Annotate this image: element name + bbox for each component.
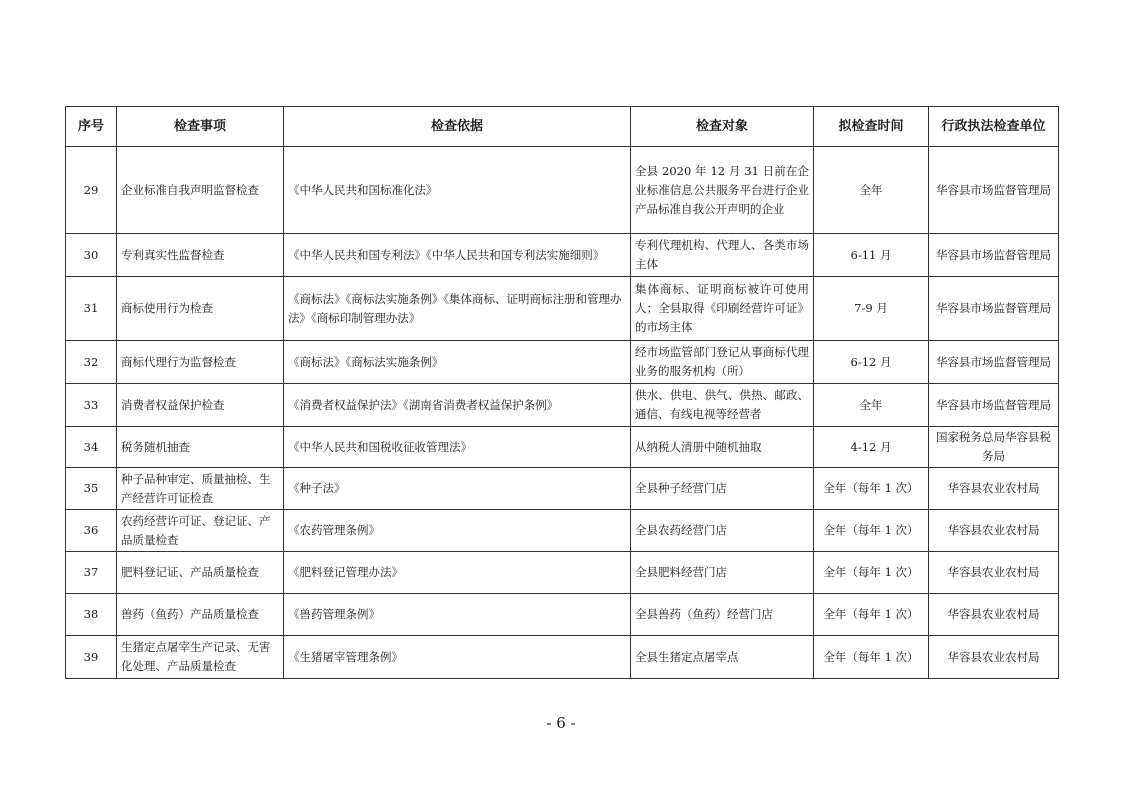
cell-time: 全年	[814, 147, 929, 234]
cell-target: 从纳税人清册中随机抽取	[631, 427, 814, 468]
cell-time: 全年（每年 1 次）	[814, 510, 929, 552]
header-row	[66, 107, 1059, 147]
cell-item: 专利真实性监督检查	[117, 234, 284, 277]
cell-time: 6-11 月	[814, 234, 929, 277]
cell-time: 7-9 月	[814, 277, 929, 341]
cell-unit: 华容县农业农村局	[929, 552, 1059, 594]
cell-target: 供水、供电、供气、供热、邮政、通信、有线电视等经营者	[631, 384, 814, 427]
cell-no: 38	[66, 594, 117, 636]
cell-no: 39	[66, 636, 117, 679]
cell-no: 35	[66, 468, 117, 510]
cell-item: 农药经营许可证、登记证、产品质量检查	[117, 510, 284, 552]
cell-item: 商标使用行为检查	[117, 277, 284, 341]
cell-no: 32	[66, 341, 117, 384]
table-row	[66, 636, 1059, 679]
header-basis: 检查依据	[284, 107, 631, 147]
cell-item: 商标代理行为监督检查	[117, 341, 284, 384]
table-row	[66, 341, 1059, 384]
cell-no: 33	[66, 384, 117, 427]
header-no: 序号	[66, 107, 117, 147]
cell-target: 全县农药经营门店	[631, 510, 814, 552]
cell-unit: 华容县农业农村局	[929, 636, 1059, 679]
table-row	[66, 234, 1059, 277]
cell-time: 全年（每年 1 次）	[814, 468, 929, 510]
cell-target: 集体商标、证明商标被许可使用人；全县取得《印刷经营许可证》的市场主体	[631, 277, 814, 341]
header-item: 检查事项	[117, 107, 284, 147]
cell-unit: 华容县农业农村局	[929, 510, 1059, 552]
cell-basis: 《兽药管理条例》	[284, 594, 631, 636]
cell-target: 专利代理机构、代理人、各类市场主体	[631, 234, 814, 277]
inspection-table	[65, 106, 1059, 679]
cell-item: 兽药（鱼药）产品质量检查	[117, 594, 284, 636]
cell-target: 全县肥料经营门店	[631, 552, 814, 594]
cell-no: 37	[66, 552, 117, 594]
cell-target: 全县 2020 年 12 月 31 日前在企业标准信息公共服务平台进行企业产品标准自我公开声明的企业	[631, 147, 814, 234]
table-row	[66, 510, 1059, 552]
cell-unit: 华容县市场监督管理局	[929, 277, 1059, 341]
cell-basis: 《商标法》《商标法实施条例》《集体商标、证明商标注册和管理办法》《商标印制管理办法》	[284, 277, 631, 341]
cell-unit: 华容县农业农村局	[929, 468, 1059, 510]
cell-item: 消费者权益保护检查	[117, 384, 284, 427]
table-row	[66, 427, 1059, 468]
cell-unit: 华容县市场监督管理局	[929, 147, 1059, 234]
table-row	[66, 594, 1059, 636]
table-row	[66, 552, 1059, 594]
page-number: - 6 -	[546, 714, 576, 732]
cell-unit: 华容县市场监督管理局	[929, 234, 1059, 277]
cell-item: 种子品种审定、质量抽检、生产经营许可证检查	[117, 468, 284, 510]
cell-basis: 《肥料登记管理办法》	[284, 552, 631, 594]
cell-basis: 《中华人民共和国税收征收管理法》	[284, 427, 631, 468]
table-row	[66, 277, 1059, 341]
cell-time: 6-12 月	[814, 341, 929, 384]
cell-item: 生猪定点屠宰生产记录、无害化处理、产品质量检查	[117, 636, 284, 679]
cell-basis: 《种子法》	[284, 468, 631, 510]
cell-basis: 《中华人民共和国标准化法》	[284, 147, 631, 234]
cell-item: 企业标准自我声明监督检查	[117, 147, 284, 234]
cell-basis: 《农药管理条例》	[284, 510, 631, 552]
cell-basis: 《中华人民共和国专利法》《中华人民共和国专利法实施细则》	[284, 234, 631, 277]
header-target: 检查对象	[631, 107, 814, 147]
table-row	[66, 384, 1059, 427]
cell-item: 肥料登记证、产品质量检查	[117, 552, 284, 594]
table-row	[66, 468, 1059, 510]
cell-target: 全县种子经营门店	[631, 468, 814, 510]
cell-time: 全年	[814, 384, 929, 427]
cell-time: 全年（每年 1 次）	[814, 594, 929, 636]
cell-no: 34	[66, 427, 117, 468]
cell-item: 税务随机抽查	[117, 427, 284, 468]
cell-no: 31	[66, 277, 117, 341]
cell-target: 全县生猪定点屠宰点	[631, 636, 814, 679]
cell-time: 全年（每年 1 次）	[814, 636, 929, 679]
cell-unit: 华容县农业农村局	[929, 594, 1059, 636]
cell-basis: 《生猪屠宰管理条例》	[284, 636, 631, 679]
table-row	[66, 147, 1059, 234]
cell-basis: 《商标法》《商标法实施条例》	[284, 341, 631, 384]
cell-no: 36	[66, 510, 117, 552]
header-time: 拟检查时间	[814, 107, 929, 147]
cell-unit: 国家税务总局华容县税务局	[929, 427, 1059, 468]
cell-unit: 华容县市场监督管理局	[929, 384, 1059, 427]
cell-target: 经市场监管部门登记从事商标代理业务的服务机构（所）	[631, 341, 814, 384]
cell-no: 29	[66, 147, 117, 234]
cell-time: 全年（每年 1 次）	[814, 552, 929, 594]
cell-unit: 华容县市场监督管理局	[929, 341, 1059, 384]
header-unit: 行政执法检查单位	[929, 107, 1059, 147]
cell-no: 30	[66, 234, 117, 277]
table-body	[66, 147, 1059, 679]
cell-target: 全县兽药（鱼药）经营门店	[631, 594, 814, 636]
cell-time: 4-12 月	[814, 427, 929, 468]
cell-basis: 《消费者权益保护法》《湖南省消费者权益保护条例》	[284, 384, 631, 427]
